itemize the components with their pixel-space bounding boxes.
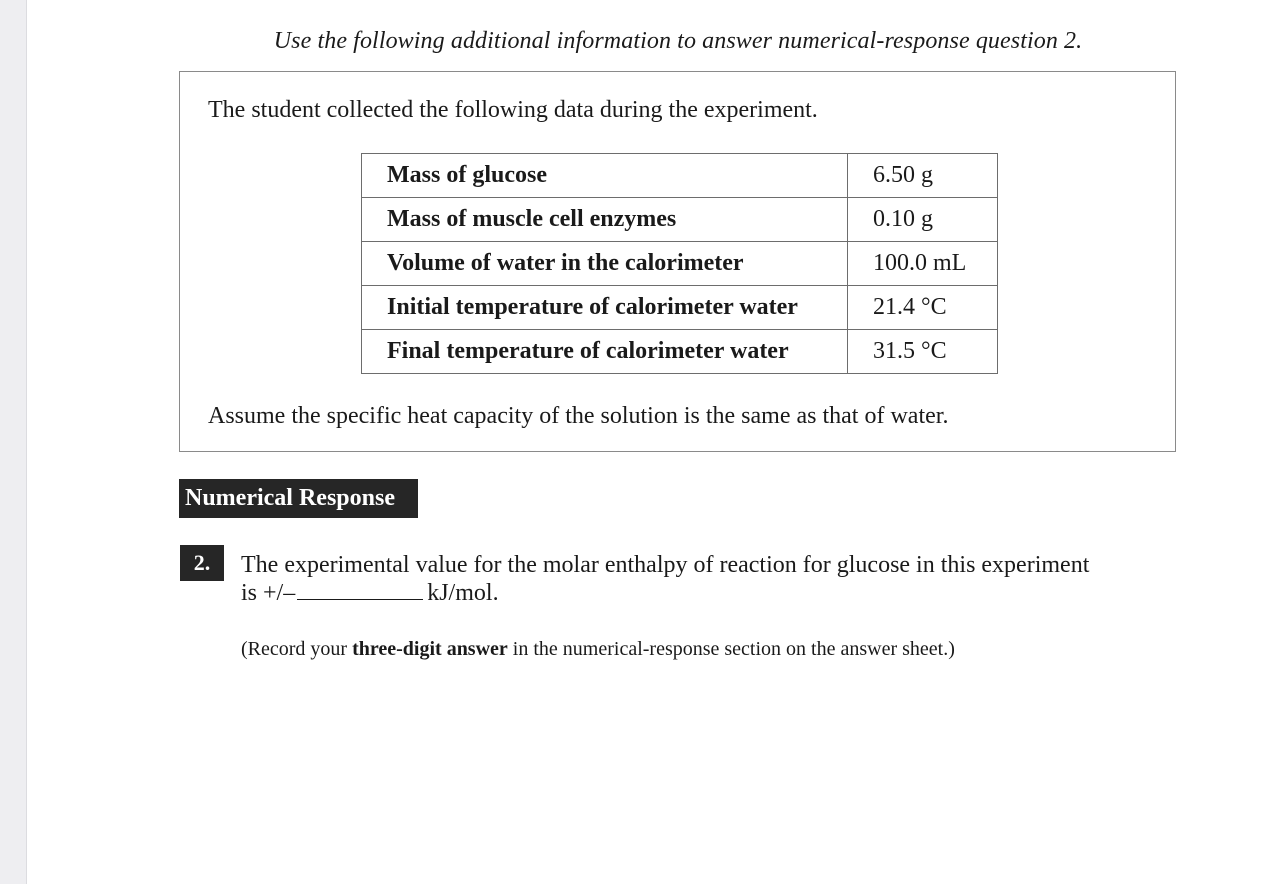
note-after: in the numerical-response section on the answer sheet.) — [507, 638, 955, 660]
numerical-response-heading: Numerical Response — [179, 479, 418, 518]
question-line-1: The experimental value for the molar enthalpy of reaction for glucose in this experiment — [241, 552, 1090, 578]
table-cell-value: 0.10 g — [848, 198, 998, 242]
table-row — [362, 242, 998, 286]
question-suffix: kJ/mol. — [427, 580, 499, 606]
data-table — [361, 153, 998, 374]
left-gutter — [0, 0, 27, 884]
answer-blank — [297, 579, 423, 600]
table-cell-label: Final temperature of calorimeter water — [362, 330, 848, 374]
table-cell-value: 31.5 °C — [848, 330, 998, 374]
question-text — [241, 551, 1161, 607]
table-row — [362, 286, 998, 330]
box-lead-text: The student collected the following data during the experiment. — [208, 97, 818, 123]
table-row — [362, 198, 998, 242]
table-cell-value: 21.4 °C — [848, 286, 998, 330]
table-cell-label: Initial temperature of calorimeter water — [362, 286, 848, 330]
box-assumption-text: Assume the specific heat capacity of the solution is the same as that of water. — [208, 403, 949, 429]
table-cell-label: Volume of water in the calorimeter — [362, 242, 848, 286]
table-cell-label: Mass of muscle cell enzymes — [362, 198, 848, 242]
table-row — [362, 154, 998, 198]
table-cell-value: 100.0 mL — [848, 242, 998, 286]
note-before: (Record your — [241, 638, 353, 660]
info-box — [179, 71, 1176, 452]
note-bold: three-digit answer — [352, 638, 508, 660]
question-prefix: is +/– — [241, 580, 296, 606]
table-cell-value: 6.50 g — [848, 154, 998, 198]
intro-instruction: Use the following additional information to answer numerical-response question 2. — [273, 28, 1083, 54]
question-number-badge: 2. — [180, 545, 224, 581]
record-answer-note — [241, 638, 955, 661]
table-cell-label: Mass of glucose — [362, 154, 848, 198]
table-row — [362, 330, 998, 374]
